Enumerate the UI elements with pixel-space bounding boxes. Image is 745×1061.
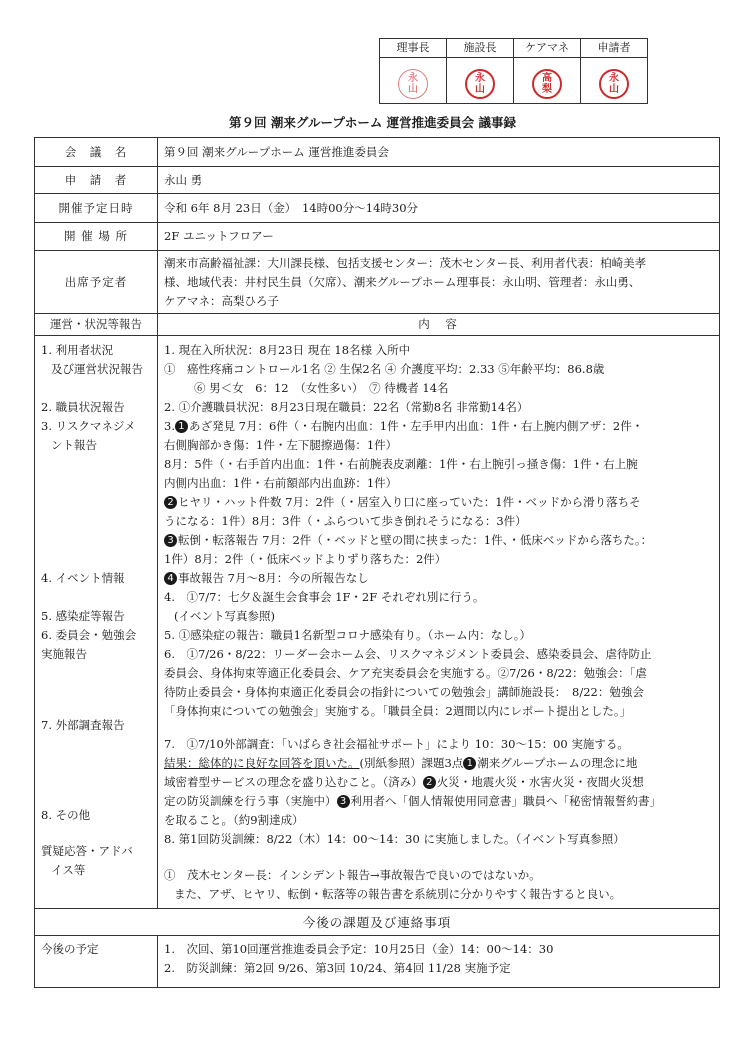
content-line: 右側胸部かき傷：1件・左下腿擦過傷：1件） bbox=[164, 438, 398, 452]
minutes-table bbox=[34, 137, 720, 988]
schedule-content bbox=[158, 936, 720, 988]
content-line: 4. ①7/7：七夕＆誕生会食事会 1F・2F それぞれ別に行う。 bbox=[164, 590, 485, 604]
schedule-item: 2. 防災訓練：第2回 9/26、第3回 10/24、第4回 11/28 実施予定 bbox=[164, 961, 511, 975]
content-text: ヒヤリ・ハット件数 7月：2件（・居室入り口に座っていた：1件・ベッドから滑り落ちそ bbox=[178, 495, 641, 509]
datetime-label: 開催予定日時 bbox=[35, 194, 158, 223]
stamp-role-caremanager: ケアマネ bbox=[514, 39, 581, 58]
circled-number-icon: 3 bbox=[164, 534, 177, 547]
item-number: 3. bbox=[164, 419, 175, 433]
content-text: 火災・地震火災・水害火災・夜間火災想 bbox=[436, 775, 644, 789]
content-line: 「身体拘束についての勉強会」実施する。「職員全員：2週間以内にレポート提出とした。」 bbox=[164, 704, 632, 718]
content-text: 利用者へ「個人情報使用同意書」職員へ「秘密情報誓約書」 bbox=[350, 794, 661, 808]
underlined-text: 結果：総体的に良好な回答を頂いた。 bbox=[164, 756, 360, 770]
attendees-value bbox=[158, 251, 720, 314]
content-text: 域密着型サービスの理念を盛り込むこと。（済み） bbox=[164, 775, 423, 789]
seal-stamp bbox=[599, 69, 629, 99]
stamp-role-applicant: 申請者 bbox=[581, 39, 648, 58]
attendees-line: 様、地域代表：井村民生員（欠席）、潮来グループホーム理事長：永山明、管理者：永山勇、 bbox=[164, 274, 641, 289]
content-line bbox=[164, 531, 713, 550]
seal-stamp bbox=[532, 69, 562, 99]
topic-label: 8. その他 bbox=[41, 808, 91, 822]
content-line: また、アザ、ヒヤリ、転倒・転落等の報告書を系統別に分かりやすく報告すると良い。 bbox=[174, 887, 622, 901]
content-line: 8. 第1回防災訓練：8/22（木）14：00～14：30 に実施しました。（イベント写真参照） bbox=[164, 832, 625, 846]
stamp-role-chairman: 理事長 bbox=[380, 39, 447, 58]
topic-label: 実施報告 bbox=[41, 647, 87, 661]
topic-label: ント報告 bbox=[51, 438, 97, 452]
content-line bbox=[164, 792, 713, 811]
topic-label: 質疑応答・アドバ bbox=[41, 844, 133, 858]
content-line: ① 癌性疼痛コントロール1名 ② 生保2名 ④ 介護度平均：2.33 ⑤年齢平均：86.8歳 bbox=[164, 362, 605, 376]
content-line: 1件）8月：2件（・低床ベッドよりずり落ちた：2件） bbox=[164, 552, 447, 566]
applicant-label: 申 請 者 bbox=[35, 167, 158, 194]
topic-label: 3. リスクマネジメ bbox=[41, 419, 136, 433]
seal-char: 永 bbox=[609, 72, 619, 84]
seal-char: 山 bbox=[609, 83, 619, 95]
topic-label: 5. 感染症等報告 bbox=[41, 609, 125, 623]
content-line: 7. ①7/10外部調査：「いばらき社会福祉サポート」により 10：30～15：00 実施する。 bbox=[164, 737, 629, 751]
attendees-line: 潮来市高齢福祉課：大川課長様、包括支援センター：茂木センター長、利用者代表：柏崎美孝 bbox=[164, 255, 647, 270]
content-text: (別紙参照）課題3点 bbox=[359, 756, 464, 770]
place-label: 開 催 場 所 bbox=[35, 223, 158, 251]
attendees-label: 出席予定者 bbox=[35, 251, 158, 314]
circled-number-icon: 1 bbox=[175, 420, 188, 433]
topic-label: 6. 委員会・勉強会 bbox=[41, 628, 137, 642]
content-line: 1. 現在入所状況：8月23日 現在 18名様 入所中 bbox=[164, 343, 411, 357]
report-topics-column bbox=[35, 336, 158, 909]
circled-number-icon: 4 bbox=[164, 572, 177, 585]
seal-char: 山 bbox=[408, 83, 418, 95]
content-line: 待防止委員会・身体拘束適正化委員会の指針についての勉強会」講師施設長： 8/22：勉強会 bbox=[164, 685, 644, 699]
topic-label: 1. 利用者状況 bbox=[41, 343, 114, 357]
content-line: 2. ①介護職員状況：8月23日現在職員：22名（常勤8名 非常勤14名） bbox=[164, 400, 529, 414]
content-line: うになる：1件）8月：3件（・ふらついて歩き倒れそうになる：3件） bbox=[164, 514, 527, 528]
content-line: を取ること。（約9割達成） bbox=[164, 813, 304, 827]
approval-stamp-table bbox=[379, 38, 648, 104]
circled-number-icon: 3 bbox=[337, 795, 350, 808]
seal-char: 高 bbox=[542, 72, 552, 84]
content-text: 定の防災訓練を行う事（実施中） bbox=[164, 794, 337, 808]
content-header-label: 内 容 bbox=[158, 314, 720, 336]
report-header-label: 運営・状況等報告 bbox=[35, 314, 158, 336]
content-line: 6. ①7/26・8/22：リーダー会ホーム会、リスクマネジメント委員会、感染委員会、虐待防止 bbox=[164, 647, 652, 661]
place-value: 2F ユニットフロアー bbox=[158, 223, 720, 251]
content-line: 委員会、身体拘束等適正化委員会、ケア充実委員会を実施する。②7/26・8/22：勉強会：「虐 bbox=[164, 666, 647, 680]
content-line: 8月：5件（・右手首内出血：1件・右前腕表皮剥離：1件・右上腕引っ掻き傷：1件・右上腕 bbox=[164, 457, 638, 471]
content-text: 事故報告 7月～8月：今の所報告なし bbox=[178, 571, 369, 585]
meeting-name-value: 第９回 潮来グループホーム 運営推進委員会 bbox=[158, 138, 720, 167]
content-line: (イベント写真参照) bbox=[174, 609, 275, 623]
content-line: ① 茂木センター長：インシデント報告→事故報告で良いのではないか。 bbox=[164, 868, 541, 882]
content-line: 内側内出血：1件・右前額部内出血跡：1件） bbox=[164, 476, 398, 490]
content-line bbox=[164, 754, 713, 773]
attendees-line: ケアマネ：高梨ひろ子 bbox=[164, 293, 279, 308]
stamp-role-director: 施設長 bbox=[447, 39, 514, 58]
topic-label: 7. 外部調査報告 bbox=[41, 718, 125, 732]
seal-char: 永 bbox=[408, 72, 418, 84]
content-line bbox=[164, 569, 713, 588]
seal-stamp bbox=[398, 69, 428, 99]
datetime-value: 令和 6年 8月 23日（金） 14時00分～14時30分 bbox=[158, 194, 720, 223]
content-text: 潮来グループホームの理念に地 bbox=[477, 756, 638, 770]
topic-label: 4. イベント情報 bbox=[41, 571, 125, 585]
future-issues-heading: 今後の課題及び連絡事項 bbox=[35, 909, 720, 936]
report-content-column bbox=[158, 336, 720, 909]
schedule-label: 今後の予定 bbox=[35, 936, 158, 988]
topic-label: イス等 bbox=[51, 863, 86, 877]
schedule-item: 1. 次回、第10回運営推進委員会予定：10月25日（金）14：00～14：30 bbox=[164, 942, 554, 956]
content-line: ⑥ 男＜女 6：12 （女性多い） ⑦ 待機者 14名 bbox=[194, 381, 449, 395]
topic-label: 及び運営状況報告 bbox=[51, 362, 143, 376]
content-line bbox=[164, 773, 713, 792]
seal-char: 梨 bbox=[542, 83, 552, 95]
applicant-value: 永山 勇 bbox=[158, 167, 720, 194]
circled-number-icon: 2 bbox=[164, 496, 177, 509]
document-title: 第９回 潮来グループホーム 運営推進委員会 議事録 bbox=[228, 115, 517, 130]
seal-char: 山 bbox=[475, 83, 485, 95]
content-text: 転倒・転落報告 7月：2件（・ベッドと壁の間に挟まった：1件、・低床ベッドから落ちた。： bbox=[178, 533, 653, 547]
circled-number-icon: 2 bbox=[423, 776, 436, 789]
content-text: あざ発見 7月：6件（・右腕内出血：1件・左手甲内出血：1件・右上腕内側アザ：2件・ bbox=[188, 419, 644, 433]
content-line: 5. ①感染症の報告：職員1名新型コロナ感染有り。（ホーム内：なし。） bbox=[164, 628, 531, 642]
meeting-name-label: 会 議 名 bbox=[35, 138, 158, 167]
seal-stamp bbox=[465, 69, 495, 99]
topic-label: 2. 職員状況報告 bbox=[41, 400, 125, 414]
circled-number-icon: 1 bbox=[463, 757, 476, 770]
content-line bbox=[164, 417, 713, 436]
content-line bbox=[164, 493, 713, 512]
seal-char: 永 bbox=[475, 72, 485, 84]
